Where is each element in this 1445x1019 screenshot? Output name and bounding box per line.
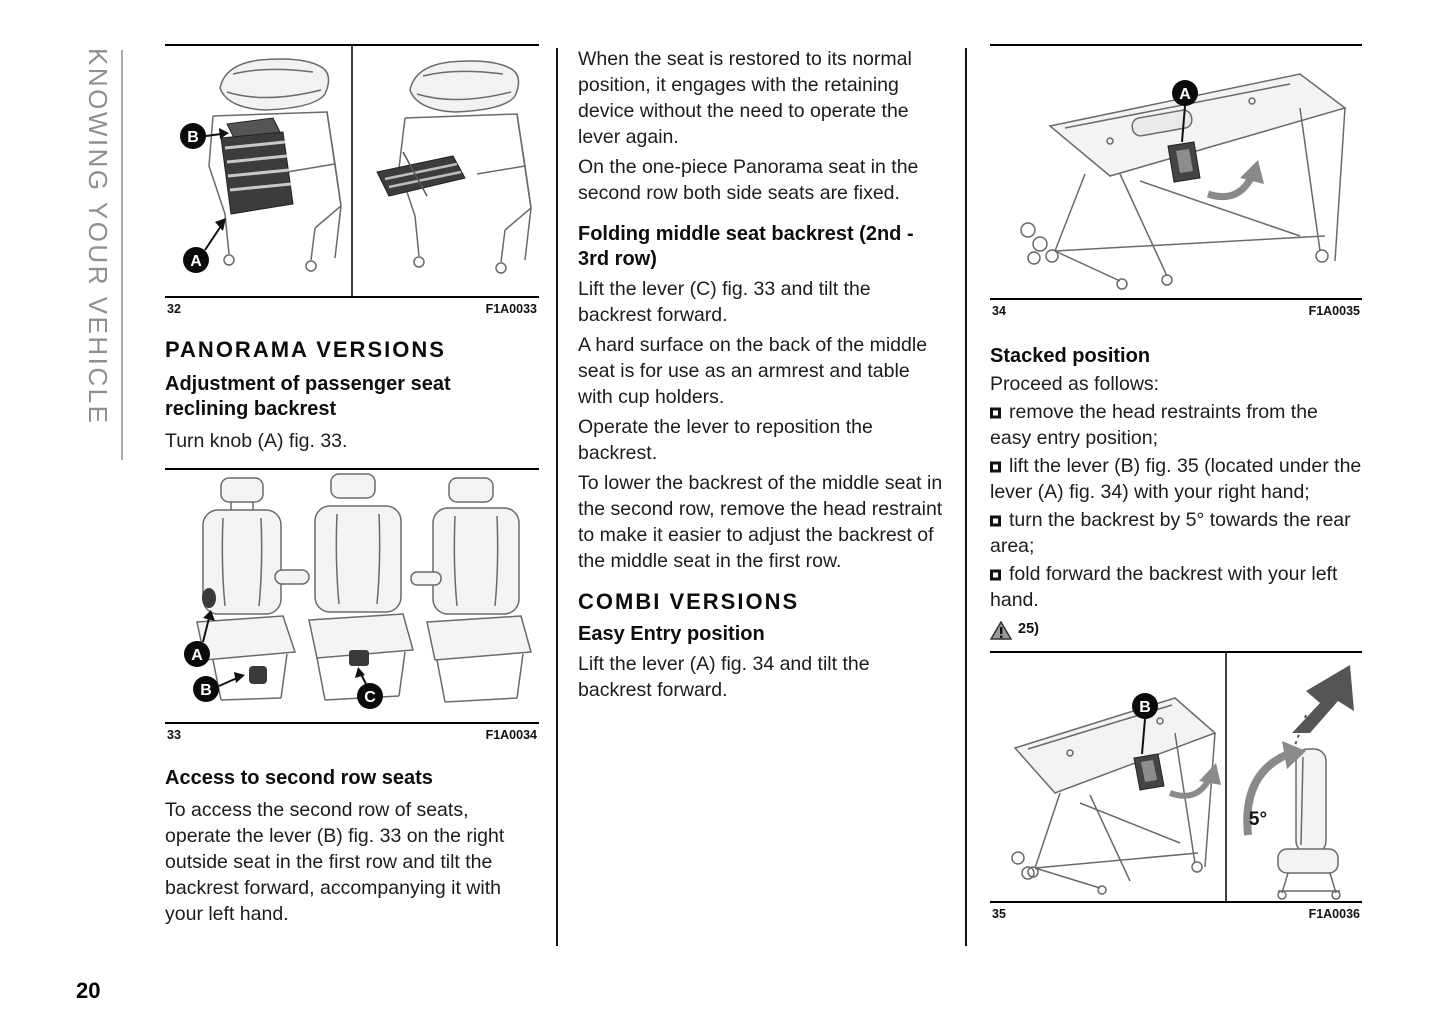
fig32-illustration: [165, 46, 539, 296]
instruction-item: [990, 453, 1362, 505]
svg-text:B: B: [187, 129, 199, 146]
svg-text:C: C: [364, 689, 376, 706]
paragraph-proceed: Proceed as follows:: [990, 373, 1160, 395]
instruction-text: lift the lever (B) fig. 35 (located under the lever (A) fig. 34) with your right hand;: [990, 455, 1362, 503]
paragraph-turn-knob: Turn knob (A) fig. 33.: [165, 430, 348, 452]
instruction-item: [990, 561, 1362, 613]
warning-note: [990, 621, 1362, 641]
fig32-louvered-compartment: [221, 118, 293, 214]
section-heading-panorama: PANORAMA VERSIONS: [165, 337, 446, 362]
page-number: 20: [76, 978, 101, 1003]
fig33-illustration: [165, 470, 539, 722]
column-1: [165, 44, 539, 927]
figure-34: [990, 44, 1362, 318]
figure-number: 32: [167, 302, 181, 316]
fig34-rotation-arrow: [1208, 160, 1264, 197]
square-bullet-icon: [990, 462, 1001, 473]
subheading-passenger-backrest: Adjustment of passenger seat reclining backrest: [165, 373, 451, 420]
subheading-folding-middle: Folding middle seat backrest (2nd - 3rd row): [578, 223, 914, 270]
fig35-lever: [1134, 754, 1164, 790]
sidebar-rule: [121, 50, 123, 460]
figure-code: F1A0033: [485, 302, 537, 316]
svg-text:A: A: [191, 647, 203, 664]
fig35-seat-profile: [1278, 749, 1340, 899]
fig33-label-c: [355, 667, 383, 709]
instruction-item: [990, 399, 1362, 451]
fig35-illustration: [990, 653, 1362, 901]
paragraph-lower-backrest: To lower the backrest of the middle seat in the second row, remove the head restraint to make it easier to adjust the backrest of the middle seat in the first row.: [578, 472, 943, 572]
paragraph-second-row-access: To access the second row of seats, operate the lever (B) fig. 33 on the right outside seat in the first row and tilt the backrest forward, accompanying it with your left hand.: [165, 799, 505, 925]
subheading-easy-entry: Easy Entry position: [578, 623, 765, 645]
fig33-three-seats: [197, 474, 531, 660]
svg-text:A: A: [1179, 86, 1191, 103]
fig35-rotation-arrow: [1170, 763, 1221, 796]
figure-number: 33: [167, 728, 181, 742]
warning-reference: 25): [1018, 621, 1039, 637]
svg-text:B: B: [1139, 699, 1151, 716]
figure-35: [990, 651, 1362, 921]
column-3: [990, 44, 1362, 921]
square-bullet-icon: [990, 516, 1001, 527]
figure-code: F1A0034: [485, 728, 537, 742]
subheading-second-row-access: Access to second row seats: [165, 767, 433, 789]
instruction-text: fold forward the backrest with your left hand.: [990, 563, 1338, 611]
fig35-up-arrow: [1292, 665, 1354, 733]
paragraph-lift-lever-a: Lift the lever (A) fig. 34 and tilt the backrest forward.: [578, 653, 870, 701]
square-bullet-icon: [990, 408, 1001, 419]
figure-code: F1A0036: [1308, 907, 1360, 921]
fig34-lever: [1168, 142, 1200, 182]
fig33-recline-knob: [202, 588, 216, 608]
chapter-title-vertical: KNOWING YOUR VEHICLE: [83, 48, 113, 426]
fig35-angle-label: 5°: [1248, 809, 1268, 830]
warning-triangle-icon: [990, 621, 1012, 641]
figure-33: [165, 468, 539, 742]
figure-32: [165, 44, 539, 316]
figure-code: F1A0035: [1308, 304, 1360, 318]
svg-text:B: B: [200, 682, 212, 699]
square-bullet-icon: [990, 570, 1001, 581]
svg-text:A: A: [190, 253, 202, 270]
section-heading-combi: COMBI VERSIONS: [578, 589, 800, 614]
fig33-lever-c: [349, 650, 369, 666]
figure-number: 35: [992, 907, 1006, 921]
subheading-stacked-position: Stacked position: [990, 345, 1151, 367]
paragraph-lift-lever-c: Lift the lever (C) fig. 33 and tilt the backrest forward.: [578, 278, 871, 326]
paragraph-reposition: Operate the lever to reposition the backrest.: [578, 416, 873, 464]
fig32-label-a: [183, 218, 226, 273]
column-divider-right: [965, 48, 967, 946]
paragraph-seat-restored: When the seat is restored to its normal position, it engages with the retaining device without the need to operate the lever again.: [578, 48, 912, 148]
paragraph-panorama-fixed: On the one-piece Panorama seat in the second row both side seats are fixed.: [578, 156, 919, 204]
instruction-text: turn the backrest by 5° towards the rear area;: [990, 509, 1351, 557]
fig33-lever-b: [249, 666, 267, 684]
fig32-open-flap: [377, 152, 465, 196]
instruction-item: [990, 507, 1362, 559]
fig34-illustration: [990, 46, 1362, 298]
figure-number: 34: [992, 304, 1006, 318]
instruction-text: remove the head restraints from the easy entry position;: [990, 401, 1318, 449]
column-2: [578, 46, 948, 703]
paragraph-hard-surface: A hard surface on the back of the middle seat is for use as an armrest and table with cup holders.: [578, 334, 928, 408]
column-divider-left: [556, 48, 558, 946]
